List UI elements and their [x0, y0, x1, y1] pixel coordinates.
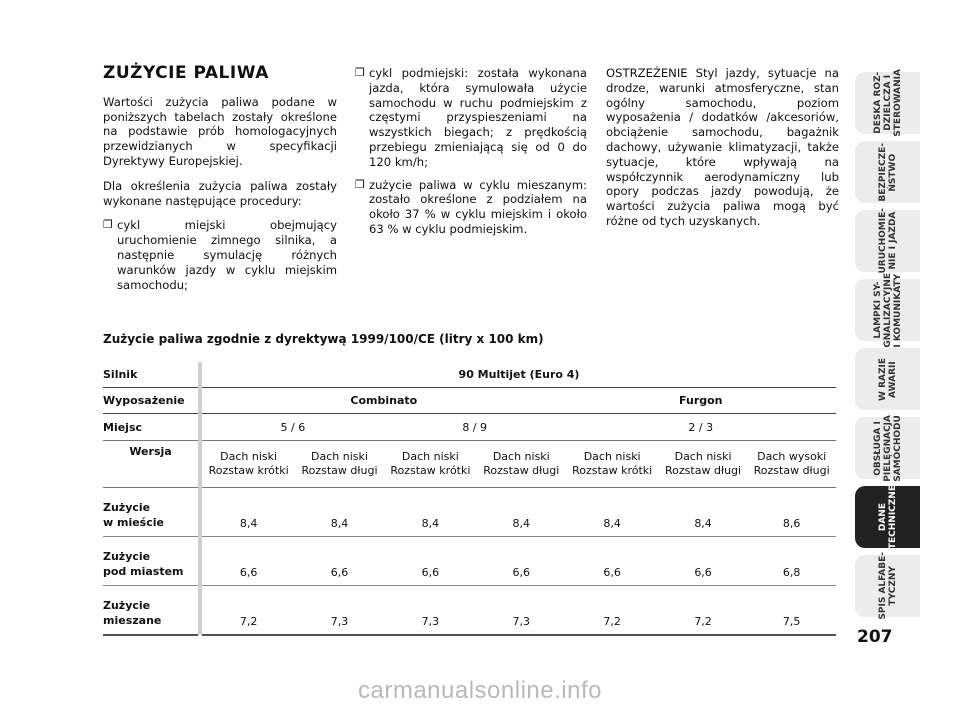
tab-warning-lights[interactable]: LAMPKI SY- GNALIZACYJNE I KOMUNIKATY [855, 279, 920, 341]
tab-index[interactable]: SPIS ALFABE- TYCZNY [855, 555, 920, 617]
version-cell: Dach niski Rozstaw krótki [384, 441, 477, 488]
value-cell: 6,6 [384, 537, 477, 586]
value-cell: 7,2 [566, 586, 659, 636]
equipment-combinato: Combinato [202, 388, 566, 414]
row-label: Zużycie mieszane [103, 586, 198, 636]
version-cell: Dach niski Rozstaw długi [477, 441, 566, 488]
value-cell: 6,6 [659, 537, 748, 586]
value-cell: 8,4 [384, 488, 477, 537]
version-cell: Dach niski Rozstaw krótki [566, 441, 659, 488]
checkbox-bullet-icon: ❒ [355, 177, 365, 191]
table-title: Zużycie paliwa zgodnie z dyrektywą 1999/100/CE (litry x 100 km) [103, 332, 544, 346]
value-cell: 8,4 [202, 488, 295, 537]
value-cell: 6,6 [566, 537, 659, 586]
warning-paragraph: OSTRZEŻENIE Styl jazdy, sytuacje na drodze, warunki atmosferyczne, stan ogólny samochodu, poziom wyposażenia / dodatków /akcesoriów, obciążenie samochodu, bagażnik dachowy, używanie klimatyzacji, także sytuacje, które wpływają na współczynnik aerodynamiczny lub opory podczas jazdy powodują, że wartości zużycia paliwa mogą być różne od tych uzyskanych. [606, 66, 839, 228]
value-cell: 7,2 [202, 586, 295, 636]
fuel-consumption-table [103, 362, 836, 636]
value-cell: 7,2 [659, 586, 748, 636]
version-cell: Dach niski Rozstaw krótki [202, 441, 295, 488]
procedures-paragraph: Dla określenia zużycia paliwa zostały wykonane następujące procedury: [103, 178, 337, 208]
seats-value: 5 / 6 [202, 414, 384, 441]
value-cell: 8,4 [477, 488, 566, 537]
row-label: Zużycie pod miastem [103, 537, 198, 586]
table-row-suburban [103, 537, 836, 586]
version-cell: Dach niski Rozstaw długi [295, 441, 384, 488]
bullet-text: cykl podmiejski: została wykonana jazda, która symulowała użycie samochodu w ruchu podmiejskim z częstymi przyspieszeniami na wszystkich biegach; z prędkością przebiegu zmieniającą się od 0 do 120 km/h; [369, 66, 587, 169]
bullet-text: cykl miejski obejmujący uruchomienie zimnego silnika, a następnie symulację różnych warunków jazdy w cyklu miejskim samochodu; [117, 218, 337, 292]
table-row-engine [103, 362, 836, 388]
table-row-seats [103, 414, 836, 441]
table-row-version [103, 441, 836, 488]
bullet-item [355, 66, 587, 170]
tab-dashboard[interactable]: DESKA ROZ- DZIELCZA I STEROWANIA [855, 72, 920, 134]
column-2 [355, 66, 587, 245]
version-cell: Dach niski Rozstaw długi [659, 441, 748, 488]
tab-maintenance[interactable]: OBSŁUGA I PIELĘGNACJA SAMOCHODU [855, 417, 920, 479]
value-cell: 7,3 [384, 586, 477, 636]
value-cell: 8,6 [747, 488, 836, 537]
row-label: Miejsc [103, 414, 198, 441]
tab-starting-driving[interactable]: URUCHOMIE- NIE I JAZDA [855, 210, 920, 272]
value-cell: 7,3 [477, 586, 566, 636]
checkbox-bullet-icon: ❒ [355, 66, 365, 79]
column-3 [606, 66, 839, 239]
value-cell: 8,4 [295, 488, 384, 537]
seats-value: 2 / 3 [566, 414, 836, 441]
intro-paragraph: Wartości zużycia paliwa podane w poniższych tabelach zostały określone na podstawie prób homologacyjnych przewidzianych w specyfikacji Dyrektywy Europejskiej. [103, 94, 337, 168]
tab-emergency[interactable]: W RAZIE AWARII [855, 348, 920, 410]
engine-value: 90 Multijet (Euro 4) [202, 362, 836, 388]
value-cell: 7,5 [747, 586, 836, 636]
value-cell: 7,3 [295, 586, 384, 636]
table-row-city [103, 488, 836, 537]
checkbox-bullet-icon: ❒ [103, 218, 113, 232]
seats-value: 8 / 9 [384, 414, 566, 441]
bullet-item [103, 218, 337, 292]
value-cell: 6,8 [747, 537, 836, 586]
table-row-combined [103, 586, 836, 636]
bullet-text: zużycie paliwa w cyklu mieszanym: zostało określone z podziałem na około 37 % w cyklu miejskim i około 63 % w cyklu podmiejskim. [369, 177, 587, 236]
table-row-equipment [103, 388, 836, 414]
row-label: Silnik [103, 362, 198, 388]
value-cell: 6,6 [477, 537, 566, 586]
tab-technical-data[interactable]: DANE TECHNICZNE [855, 486, 920, 548]
row-label: Zużycie w mieście [103, 488, 198, 537]
tab-safety[interactable]: BEZPIECZE- ŃSTWO [855, 141, 920, 203]
value-cell: 6,6 [295, 537, 384, 586]
value-cell: 8,4 [659, 488, 748, 537]
row-label: Wersja [103, 441, 198, 488]
value-cell: 6,6 [202, 537, 295, 586]
version-cell: Dach wysoki Rozstaw długi [747, 441, 836, 488]
page-number: 207 [857, 627, 893, 647]
equipment-furgon: Furgon [566, 388, 836, 414]
section-title: ZUŻYCIE PALIWA [103, 63, 269, 83]
row-label: Wyposażenie [103, 388, 198, 414]
column-1 [103, 64, 337, 300]
bullet-item [355, 178, 587, 237]
watermark: carmanualsonline.info [358, 677, 602, 704]
value-cell: 8,4 [566, 488, 659, 537]
